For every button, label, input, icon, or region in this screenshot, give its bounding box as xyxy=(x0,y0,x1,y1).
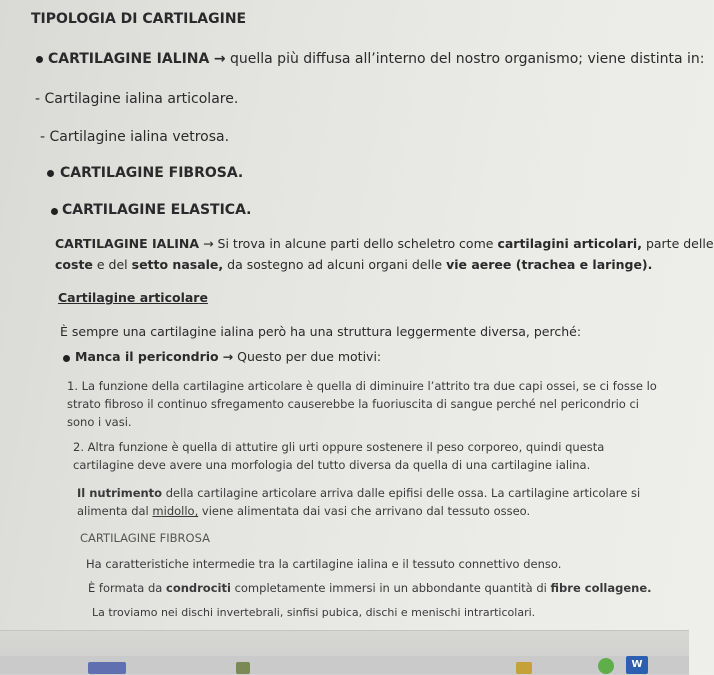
arrow-icon: → xyxy=(222,349,234,364)
reason-2-line-1: 2. Altra funzione è quella di attutire gli urti oppure sostenere il peso corporeo, quindi questa xyxy=(73,440,605,454)
reason-1-line-1: 1. La funzione della cartilagine articolare è quella di diminuire l’attrito tra due capi ossei, se ci fosse lo xyxy=(67,379,657,393)
subtype-vetrosa: - Cartilagine ialina vetrosa. xyxy=(40,129,230,145)
arrow-icon: → xyxy=(203,236,214,251)
fibrosa-p3: La troviamo nei dischi invertebrali, sinfisi pubica, dischi e menischi intrarticolari. xyxy=(92,606,536,619)
fibrosa-heading: CARTILAGINE FIBROSA xyxy=(80,531,210,545)
type-ialina: CARTILAGINE IALINA → quella più diffusa all’interno del nostro organismo; viene distinta in: xyxy=(48,51,705,67)
nutrimento-line-1: Il nutrimento della cartilagine articolare arriva dalle epifisi delle ossa. La cartilagine articolare si xyxy=(77,486,641,500)
app-icon[interactable] xyxy=(88,662,126,674)
bullet-dot xyxy=(63,355,70,362)
reason-2-line-2: cartilagine deve avere una morfologia del tutto diversa da quella di una cartilagine ialina. xyxy=(73,458,591,472)
fibrosa-p1: Ha caratteristiche intermedie tra la cartilagine ialina e il tessuto connettivo denso. xyxy=(86,557,562,571)
reason-1-line-3: sono i vasi. xyxy=(67,415,132,429)
pericondrio-bullet: Manca il pericondrio → Questo per due motivi: xyxy=(75,349,382,364)
type-elastica: CARTILAGINE ELASTICA. xyxy=(62,202,252,218)
subtype-articolare: - Cartilagine ialina articolare. xyxy=(35,91,239,107)
arrow-icon: → xyxy=(213,51,226,67)
bullet-dot xyxy=(47,170,54,177)
articolare-intro: È sempre una cartilagine ialina però ha una struttura leggermente diversa, perché: xyxy=(60,324,582,339)
fibrosa-p2: È formata da condrociti completamente immersi in un abbondante quantità di fibre collagene. xyxy=(88,581,652,595)
nutrimento-line-2: alimenta dal midollo, viene alimentata dai vasi che arrivano dal tessuto osseo. xyxy=(77,504,531,518)
app-icon[interactable] xyxy=(236,662,250,674)
reason-1-line-2: strato fibroso il continuo sfregamento causerebbe la fuoriuscita di sangue perché nel pericondrio ci xyxy=(67,397,639,411)
type-fibrosa: CARTILAGINE FIBROSA. xyxy=(60,165,244,181)
ialina-line-2: coste e del setto nasale, da sostegno ad alcuni organi delle vie aeree (trachea e laringe). xyxy=(55,257,653,272)
bullet-dot xyxy=(36,56,43,63)
doc-title: TIPOLOGIA DI CARTILAGINE xyxy=(31,11,247,27)
app-icon[interactable] xyxy=(598,658,614,674)
app-icon[interactable] xyxy=(516,662,532,674)
word-icon[interactable]: W xyxy=(626,656,648,674)
ialina-line-1: CARTILAGINE IALINA → Si trova in alcune parti dello scheletro come cartilagini articolari, parte delle xyxy=(55,236,714,251)
bullet-dot xyxy=(51,208,58,215)
articolare-heading: Cartilagine articolare xyxy=(58,290,208,305)
